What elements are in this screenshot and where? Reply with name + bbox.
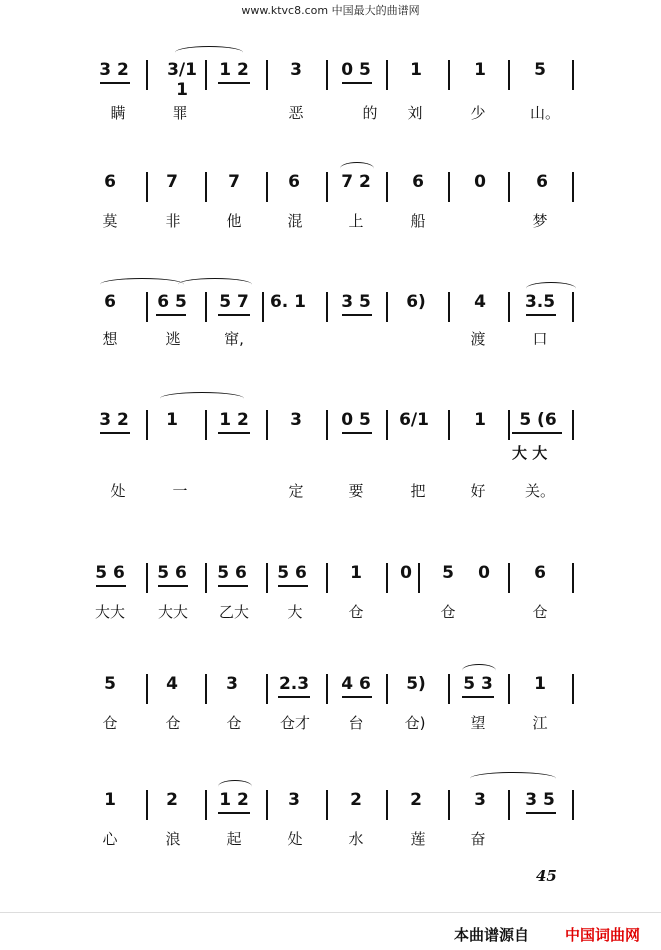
barline [326, 292, 328, 322]
barline [205, 410, 207, 440]
note: 6/1 [399, 410, 429, 430]
note: 3.5 [524, 292, 556, 312]
barline [146, 60, 148, 90]
barline [386, 410, 388, 440]
note: 3 2 [99, 60, 129, 80]
note: 5 7 [219, 292, 249, 312]
barline [146, 790, 148, 820]
underline-mark [218, 314, 250, 316]
slur-mark [470, 772, 556, 785]
slur-mark [462, 664, 496, 677]
note: 3 5 [341, 292, 371, 312]
note: 4 [474, 292, 486, 312]
lyric: 仓才 [280, 714, 311, 732]
lyric: 台 [348, 714, 364, 732]
underline-mark [218, 82, 250, 84]
lyric: 仓 [226, 714, 242, 732]
barline [326, 410, 328, 440]
lyric: 想 [102, 330, 118, 348]
note: 1 2 [219, 790, 249, 810]
lyric: 刘 [407, 104, 423, 122]
underline-mark [218, 432, 250, 434]
note: 3 [226, 674, 238, 694]
lyric: 心 [102, 830, 118, 848]
note: 4 [166, 674, 178, 694]
barline [266, 172, 268, 202]
lyric: 仓 [165, 714, 181, 732]
underline-mark [218, 812, 250, 814]
lyric: 非 [165, 212, 181, 230]
barline [205, 292, 207, 322]
underline-mark [96, 585, 126, 587]
underline-mark [512, 432, 562, 434]
barline [448, 292, 450, 322]
note: 5 [534, 60, 546, 80]
barline [572, 563, 574, 593]
lyric: 梦 [532, 212, 548, 230]
note: 7 [166, 172, 178, 192]
lyric: 起 [226, 830, 242, 848]
note: 2.3 [278, 674, 310, 694]
lyric: 莫 [102, 212, 118, 230]
barline [386, 172, 388, 202]
lyric: 罪 [172, 104, 188, 122]
page-number: 45 [536, 867, 557, 885]
barline [508, 292, 510, 322]
underline-mark [100, 82, 130, 84]
underline-mark [218, 585, 248, 587]
barline [448, 790, 450, 820]
note: 3 2 [99, 410, 129, 430]
note: 5 3 [463, 674, 493, 694]
note: 2 [166, 790, 178, 810]
note: 7 [228, 172, 240, 192]
note: 1 2 [219, 60, 249, 80]
note: 5 6 [277, 563, 307, 583]
barline [508, 172, 510, 202]
note: 3 [288, 790, 300, 810]
lyric: 逃 [165, 330, 181, 348]
note: 6 [288, 172, 300, 192]
barline [266, 60, 268, 90]
lyric: 大 [287, 603, 303, 621]
barline [205, 60, 207, 90]
barline [266, 410, 268, 440]
footer-source-label: 本曲谱源自 [454, 926, 530, 944]
note: 6 [534, 563, 546, 583]
note: 1 [104, 790, 116, 810]
underline-mark [278, 585, 308, 587]
lyric: 处 [110, 482, 126, 500]
note: 6) [406, 292, 426, 312]
underline-mark [100, 432, 130, 434]
note: 0 [478, 563, 490, 583]
slur-mark [100, 278, 184, 291]
lyric: 水 [348, 830, 364, 848]
lyric: 口 [532, 330, 548, 348]
lyric: 大大 [158, 603, 189, 621]
barline [146, 292, 148, 322]
note: 0 [474, 172, 486, 192]
underline-mark [342, 696, 372, 698]
underline-mark [156, 314, 186, 316]
barline [266, 790, 268, 820]
lyric: 定 [288, 482, 304, 500]
note: 7 2 [341, 172, 371, 192]
note: 3 5 [525, 790, 555, 810]
barline [326, 60, 328, 90]
note: 6 [104, 172, 116, 192]
lyric: 他 [226, 212, 242, 230]
lyric: 乙大 [219, 603, 250, 621]
lyric: 处 [287, 830, 303, 848]
barline [146, 563, 148, 593]
note: 5 (6 [519, 410, 557, 430]
lyric: 莲 [410, 830, 426, 848]
lyric: 船 [410, 212, 426, 230]
lyric: 混 [287, 212, 303, 230]
underline-mark [342, 82, 372, 84]
barline [326, 563, 328, 593]
barline [262, 292, 264, 322]
underline-mark [278, 696, 310, 698]
site-url: www.ktvc8.com [241, 4, 329, 17]
lyric: 仓) [404, 714, 426, 732]
footer-divider [0, 912, 661, 913]
slur-mark [526, 282, 576, 295]
note: 1 [350, 563, 362, 583]
lyric: 仓 [532, 603, 548, 621]
lyric: 上 [348, 212, 364, 230]
barline [266, 563, 268, 593]
note: 3/1 1 [167, 60, 197, 100]
underline-mark [526, 812, 556, 814]
note: 5 [104, 674, 116, 694]
note: 6. 1 [269, 292, 307, 312]
barline [266, 674, 268, 704]
slur-mark [340, 162, 374, 175]
barline [572, 790, 574, 820]
underline-mark [462, 696, 494, 698]
barline [572, 172, 574, 202]
lyric: 一 [172, 482, 188, 500]
note: 0 5 [341, 60, 371, 80]
underline-mark [158, 585, 188, 587]
percussion-note: 大 大 [512, 444, 548, 462]
barline [326, 790, 328, 820]
barline [572, 674, 574, 704]
barline [326, 674, 328, 704]
lyric: 江 [532, 714, 548, 732]
lyric: 大大 [95, 603, 126, 621]
barline [508, 563, 510, 593]
note: 5) [406, 674, 426, 694]
lyric: 仓 [348, 603, 364, 621]
barline [386, 292, 388, 322]
lyric: 浪 [165, 830, 181, 848]
note: 6 [536, 172, 548, 192]
barline [448, 410, 450, 440]
note: 6 [412, 172, 424, 192]
barline [572, 292, 574, 322]
note: 5 [442, 563, 454, 583]
site-header [0, 2, 661, 18]
lyric: 好 [470, 482, 486, 500]
barline [386, 60, 388, 90]
slur-mark [160, 392, 244, 405]
note: 6 [104, 292, 116, 312]
slur-mark [178, 278, 252, 291]
barline [326, 172, 328, 202]
barline [205, 172, 207, 202]
lyric: 仓 [440, 603, 456, 621]
barline [508, 60, 510, 90]
barline [205, 563, 207, 593]
underline-mark [342, 314, 372, 316]
note: 3 [290, 410, 302, 430]
note: 1 [534, 674, 546, 694]
barline [448, 674, 450, 704]
note: 1 [410, 60, 422, 80]
lyric: 把 [410, 482, 426, 500]
barline [448, 172, 450, 202]
lyric: 奋 [470, 830, 486, 848]
lyric: 要 [348, 482, 364, 500]
lyric: 关。 [525, 482, 556, 500]
barline [205, 674, 207, 704]
note: 3 [474, 790, 486, 810]
site-name: 中国最大的曲谱网 [331, 4, 420, 17]
note: 5 6 [157, 563, 187, 583]
barline [418, 563, 420, 593]
lyric: 渡 [470, 330, 486, 348]
lyric: 仓 [102, 714, 118, 732]
slur-mark [175, 46, 243, 59]
note: 2 [410, 790, 422, 810]
barline [448, 60, 450, 90]
lyric: 望 [470, 714, 486, 732]
barline [508, 674, 510, 704]
lyric: 的 [362, 104, 378, 122]
note: 3 [290, 60, 302, 80]
barline [146, 172, 148, 202]
note: 1 [474, 410, 486, 430]
footer-brand: 中国词曲网 [565, 926, 641, 944]
note: 5 6 [95, 563, 125, 583]
lyric: 少 [470, 104, 486, 122]
note: 0 [400, 563, 412, 583]
note: 6 5 [157, 292, 187, 312]
note: 2 [350, 790, 362, 810]
underline-mark [526, 314, 556, 316]
note: 4 6 [341, 674, 371, 694]
lyric: 窜, [224, 330, 244, 348]
barline [386, 790, 388, 820]
note: 1 [474, 60, 486, 80]
note: 5 6 [217, 563, 247, 583]
lyric: 恶 [288, 104, 304, 122]
lyric: 山。 [530, 104, 561, 122]
barline [146, 674, 148, 704]
note: 0 5 [341, 410, 371, 430]
underline-mark [342, 432, 372, 434]
barline [572, 410, 574, 440]
barline [386, 674, 388, 704]
barline [146, 410, 148, 440]
barline [508, 410, 510, 440]
barline [572, 60, 574, 90]
barline [205, 790, 207, 820]
note: 1 [166, 410, 178, 430]
slur-mark [218, 780, 252, 793]
barline [508, 790, 510, 820]
lyric: 瞒 [110, 104, 126, 122]
note: 1 2 [219, 410, 249, 430]
